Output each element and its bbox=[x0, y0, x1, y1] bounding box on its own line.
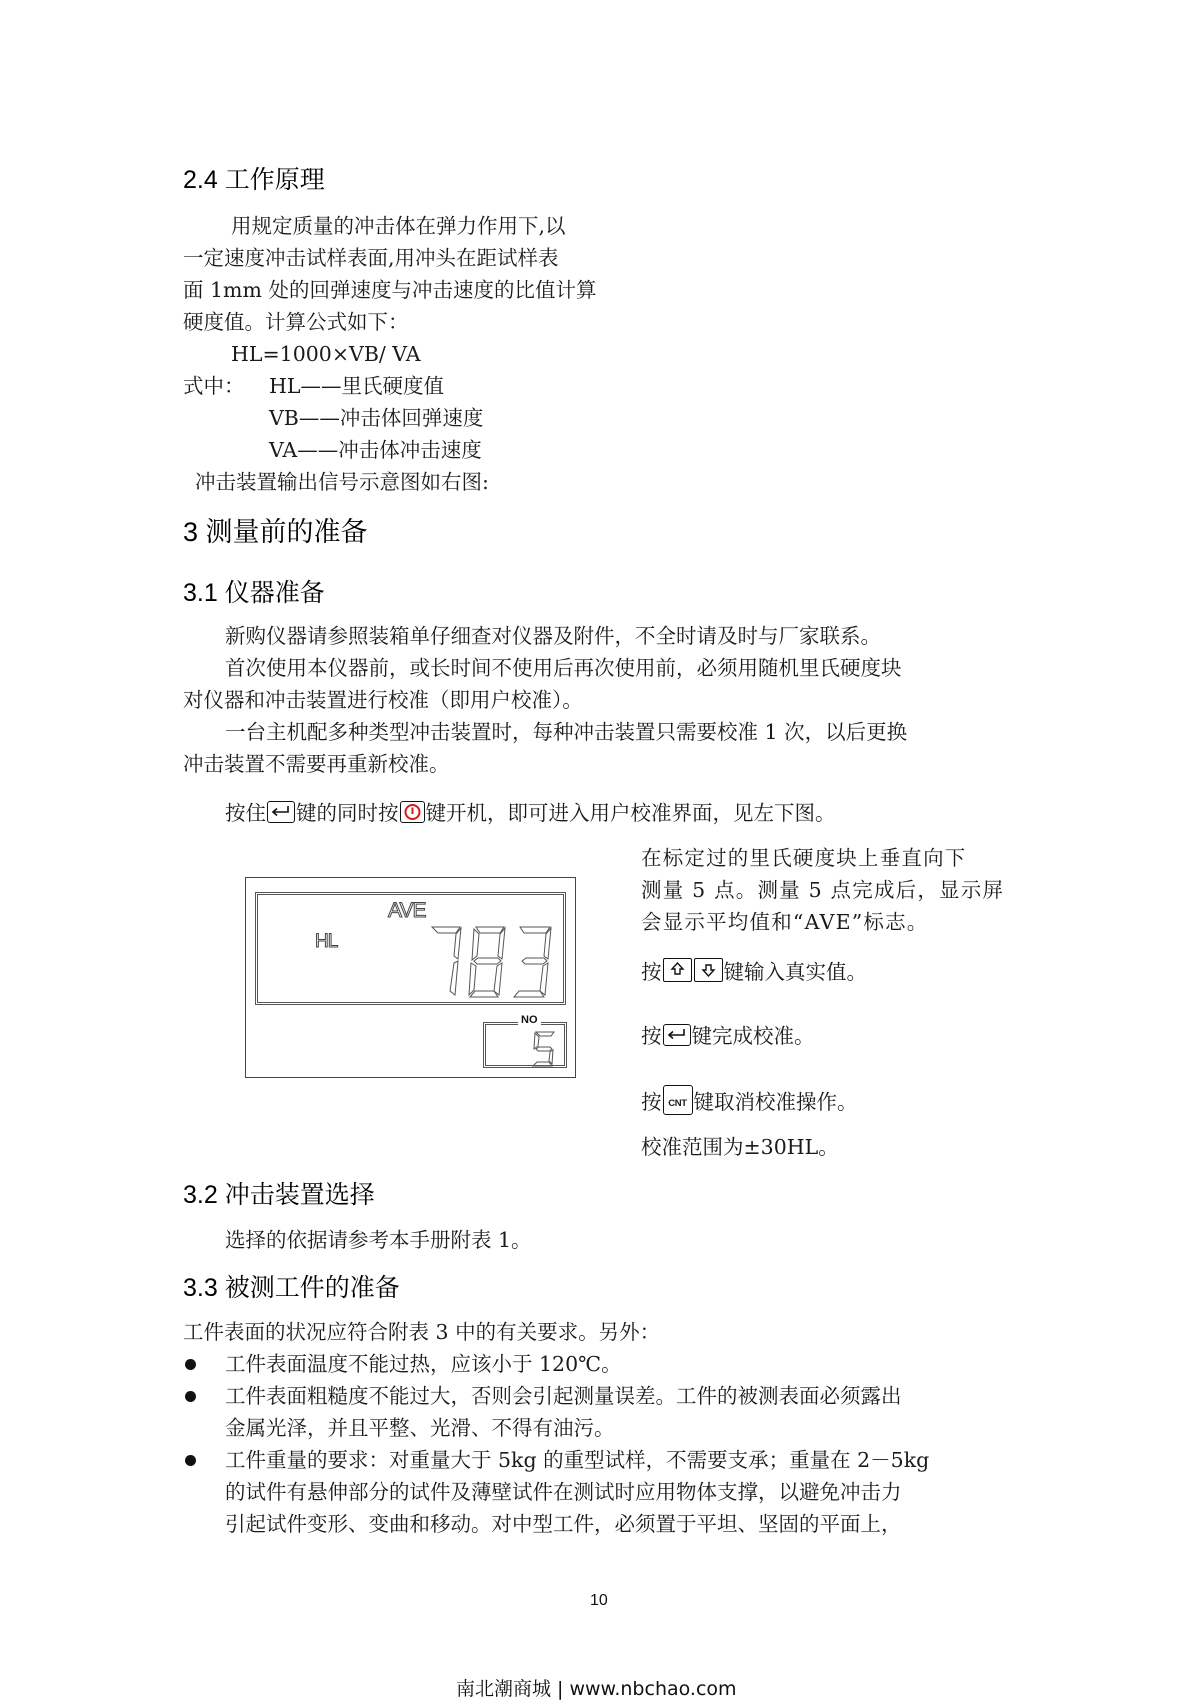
power-key-icon bbox=[400, 801, 425, 823]
para-line: 用规定质量的冲击体在弹力作用下,以 bbox=[231, 214, 566, 238]
up-arrow-key-icon bbox=[663, 958, 692, 982]
page-number: 10 bbox=[590, 1592, 608, 1609]
list-item bbox=[183, 1380, 1033, 1444]
lcd-no-label: NO bbox=[518, 1014, 541, 1026]
lcd-ave-label: AVE bbox=[388, 899, 426, 922]
section-2-4-body bbox=[183, 210, 596, 498]
cancel-instruction bbox=[641, 1085, 858, 1118]
section-3-3-heading: 3.3 被测工件的准备 bbox=[183, 1274, 400, 1302]
list-item-line: 的试件有悬伸部分的试件及薄壁试件在测试时应用物体支撑，以避免冲击力 bbox=[225, 1480, 902, 1504]
text: 键的同时按 bbox=[296, 801, 399, 825]
text: 按 bbox=[641, 1090, 662, 1114]
paragraph: 一台主机配多种类型冲击装置时，每种冲击装置只需要校准 1 次，以后更换 bbox=[225, 720, 908, 744]
section-3-1-heading: 3.1 仪器准备 bbox=[183, 579, 325, 607]
instruction-line: 测量 5 点。测量 5 点完成后，显示屏 bbox=[641, 878, 1005, 902]
updown-instruction bbox=[641, 956, 867, 988]
paragraph: 新购仪器请参照装箱单仔细查对仪器及附件，不全时请及时与厂家联系。 bbox=[225, 624, 881, 648]
list-item-line: 引起试件变形、变曲和移动。对中型工件，必须置于平坦、坚固的平面上， bbox=[225, 1512, 902, 1536]
enter-key-icon bbox=[267, 801, 295, 823]
formula: HL=1000×VB/ VA bbox=[231, 342, 421, 366]
enter-instruction bbox=[641, 1020, 815, 1052]
section-3-heading: 3 测量前的准备 bbox=[183, 517, 368, 547]
instruction-line: 会显示平均值和“AVE”标志。 bbox=[641, 910, 929, 934]
requirements-list bbox=[183, 1348, 1033, 1540]
paragraph: 选择的依据请参考本手册附表 1。 bbox=[225, 1228, 532, 1252]
definition: VB——冲击体回弹速度 bbox=[269, 406, 484, 430]
para-line: 一定速度冲击试样表面,用冲头在距试样表 bbox=[183, 246, 559, 270]
text: 按 bbox=[641, 960, 662, 984]
para-line: 面 1mm 处的回弹速度与冲击速度的比值计算 bbox=[183, 278, 597, 302]
text: 键完成校准。 bbox=[691, 1024, 815, 1048]
definition: HL——里氏硬度值 bbox=[269, 374, 444, 398]
list-item-line: 工件表面温度不能过热，应该小于 120℃。 bbox=[225, 1352, 622, 1376]
lcd-unit-label: HL bbox=[315, 931, 338, 952]
list-item-line: 工件重量的要求：对重量大于 5kg 的重型试样，不需要支承；重量在 2－5kg bbox=[225, 1448, 930, 1472]
down-arrow-key-icon bbox=[694, 958, 723, 982]
watermark-link[interactable]: 南北潮商城 | www.nbchao.com bbox=[456, 1678, 737, 1700]
paragraph: 对仪器和冲击装置进行校准（即用户校准）。 bbox=[183, 688, 583, 712]
list-item-line: 金属光泽，并且平整、光滑、不得有油污。 bbox=[225, 1416, 615, 1440]
lcd-main-panel bbox=[255, 892, 566, 1005]
text: 键输入真实值。 bbox=[723, 960, 867, 984]
definition: VA——冲击体冲击速度 bbox=[269, 438, 482, 462]
para-line: 硬度值。计算公式如下： bbox=[183, 310, 409, 334]
paragraph: 冲击装置不需要再重新校准。 bbox=[183, 752, 450, 776]
section-2-4-heading: 2.4 工作原理 bbox=[183, 166, 325, 194]
text: 按住 bbox=[225, 801, 266, 825]
list-item-line: 工件表面粗糙度不能过大，否则会引起测量误差。工件的被测表面必须露出 bbox=[225, 1384, 902, 1408]
lcd-seven-segment-value-783 bbox=[428, 925, 558, 999]
calibration-instructions bbox=[641, 842, 1004, 938]
intro: 工件表面的状况应符合附表 3 中的有关要求。另外： bbox=[183, 1320, 661, 1344]
section-3-3-body bbox=[183, 1316, 1033, 1540]
signal-note: 冲击装置输出信号示意图如右图: bbox=[195, 470, 489, 494]
text: 按 bbox=[641, 1024, 662, 1048]
section-3-2-heading: 3.2 冲击装置选择 bbox=[183, 1181, 375, 1209]
list-item bbox=[183, 1444, 1033, 1540]
text: 键开机，即可进入用户校准界面，见左下图。 bbox=[425, 801, 836, 825]
instruction-line: 在标定过的里氏硬度块上垂直向下 bbox=[641, 846, 967, 870]
paragraph: 首次使用本仪器前，或长时间不使用后再次使用前，必须用随机里氏硬度块 bbox=[225, 656, 902, 680]
lcd-seven-segment-count-5 bbox=[532, 1031, 558, 1067]
power-on-instruction bbox=[225, 797, 836, 829]
list-item bbox=[183, 1348, 1033, 1380]
definition-row bbox=[183, 370, 596, 402]
text: 键取消校准操作。 bbox=[693, 1090, 858, 1114]
enter-key-icon bbox=[663, 1024, 691, 1046]
lcd-display-illustration bbox=[245, 877, 576, 1078]
section-3-1-body bbox=[183, 620, 907, 780]
where-label: 式中： bbox=[183, 374, 245, 398]
cnt-key-label: CNT bbox=[668, 1098, 687, 1109]
calibration-range: 校准范围为±30HL。 bbox=[641, 1135, 839, 1159]
cnt-key-icon bbox=[663, 1085, 693, 1115]
lcd-count-panel bbox=[483, 1014, 567, 1068]
